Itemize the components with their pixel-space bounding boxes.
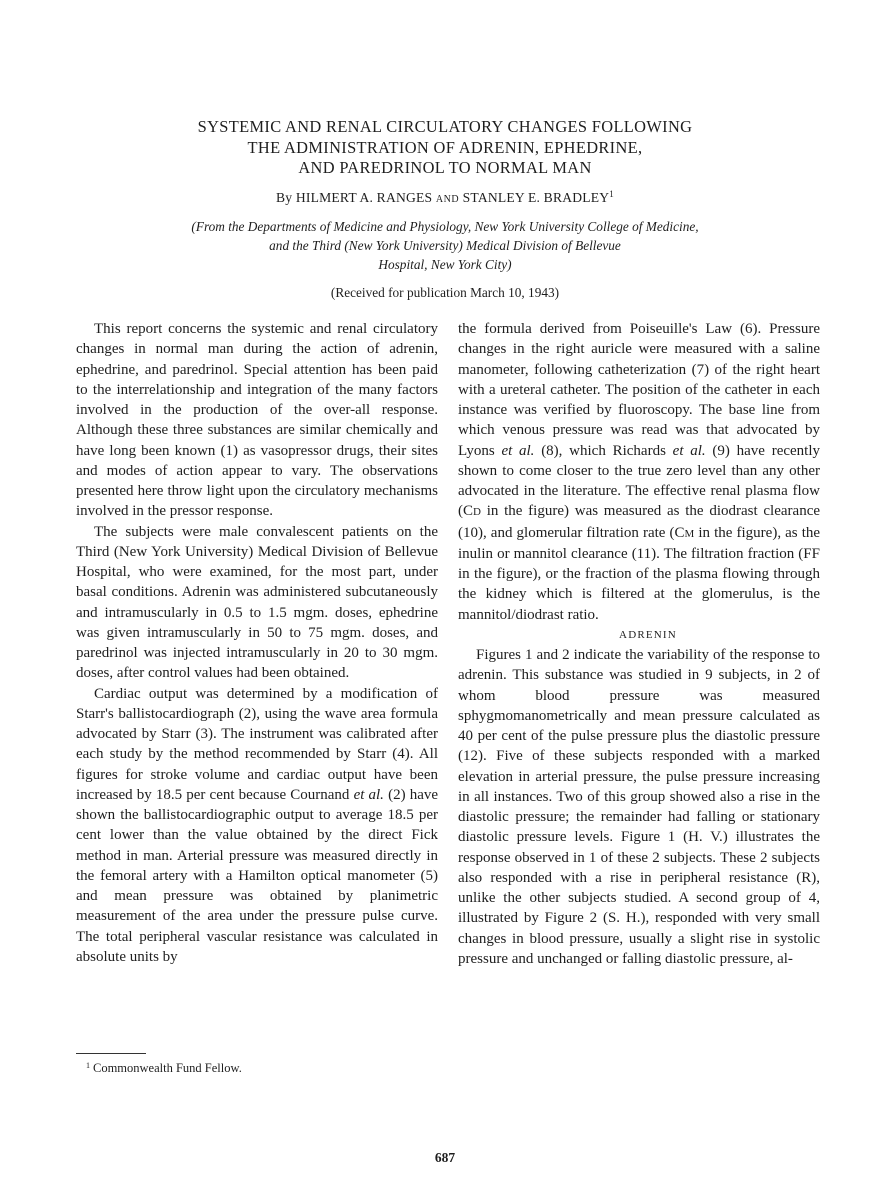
text-run: (9) have recently shown to come closer to the true zero level than any other advocated in the literature. The effective renal plasma flow (C [458, 442, 821, 520]
author-2: STANLEY E. BRADLEY [462, 190, 610, 205]
section-heading: ADRENIN [619, 628, 677, 641]
affiliation-line: (From the Departments of Medicine and Physiology, New York University College of Medicine, [191, 219, 699, 234]
footnote-number: 1 [86, 1061, 90, 1070]
left-column [76, 319, 438, 967]
affiliation [120, 217, 770, 274]
author-byline [110, 189, 780, 206]
author-1: HILMERT A. RANGES [295, 190, 433, 205]
text-run: the formula derived from Poiseuille's Law (6). Pressure changes in the right auricle were measured with a saline manometer, following catheterization (7) of the right heart with a ureteral catheter. The position of the catheter in each instance was verified by fluoroscopy. The base line from which venous pressure was read was that advocated by Lyons [458, 321, 820, 459]
et-al: et al. [353, 786, 384, 803]
affiliation-line: Hospital, New York City) [378, 257, 512, 272]
byline-prefix: By [276, 190, 293, 205]
paragraph: This report concerns the systemic and renal circulatory changes in normal man during the action of adrenin, ephedrine, and paredrinol. Special attention has been paid to the interrelationship and integration of the many factors involved in the production of the over-all response. Although these three substances are similar chemically and have long been known (1) as vasopressor drugs, their sites and modes of action appear to vary. The observations presented here throw light upon the circulatory mechanisms involved in the pressor response. [76, 321, 438, 520]
received-date: (Received for publication March 10, 1943) [330, 285, 560, 300]
footnote-rule [76, 1053, 146, 1054]
paragraph: The subjects were male convalescent patients on the Third (New York University) Medical Division of Bellevue Hospital, who were examined, for the most part, under basal conditions. Adrenin was administered subcutaneously and intramuscularly in 0.5 to 1.5 mgm. doses, ephedrine was given intramuscularly in 50 to 75 mgm. doses, and paredrinol was injected intramuscularly in 20 to 30 mgm. doses, after control values had been obtained. [76, 523, 438, 682]
paragraph [76, 684, 438, 968]
title-line: SYSTEMIC AND RENAL CIRCULATORY CHANGES FOLLOWING [197, 117, 693, 136]
title-line: THE ADMINISTRATION OF ADRENIN, EPHEDRINE, [247, 137, 643, 157]
footnote-text: Commonwealth Fund Fellow. [93, 1061, 242, 1075]
et-al: et al. [672, 442, 706, 459]
footnote [86, 1061, 242, 1076]
text-run: (8), which Richards [541, 442, 666, 459]
article-title [110, 117, 780, 179]
title-line: AND PAREDRINOL TO NORMAL MAN [298, 158, 592, 177]
footnote-marker: 1 [609, 189, 614, 199]
subscript-d: D [473, 506, 481, 519]
text-run: in the figure), as the inulin or mannitol clearance (11). The filtration fraction (FF in the figure), or the fraction of the plasma flowing through the kidney which is filtered at the glomerulus, is the mannitol/diodrast ratio. [458, 524, 821, 623]
subscript-m: M [684, 527, 695, 540]
paragraph [458, 319, 820, 625]
text-run: (2) have shown the ballistocardiographic output to average 18.5 per cent lower than the value obtained by the direct Fick method in man. Arterial pressure was measured directly in the femoral artery with a Hamilton optical manometer (5) and mean pressure was obtained by planimetric measurement of the area under the pressure pulse curve. The total peripheral vascular resistance was calculated in absolute units by [76, 786, 439, 965]
text-run: Cardiac output was determined by a modification of Starr's ballistocardiograph (2), using the wave area formula advocated by Starr (3). The instrument was calibrated after each study by the method recommended by Starr (4). All figures for stroke volume and cardiac output have been increased by 18.5 per cent because Cournand [76, 685, 438, 803]
byline-and: AND [435, 194, 460, 205]
et-al: et al. [501, 442, 535, 459]
paragraph: Figures 1 and 2 indicate the variability of the response to adrenin. This substance was studied in 9 subjects, in 2 of whom blood pressure was measured sphygmomanometrically and mean pressure calculated as 40 per cent of the pulse pressure plus the diastolic pressure (12). Five of these subjects responded with a marked elevation in arterial pressure, the pulse pressure increasing in all instances. Two of this group showed also a rise in the diastolic pressure; the remainder had falling or stationary diastolic pressure levels. Figure 1 (H. V.) illustrates the response observed in 1 of these 2 subjects. These 2 subjects also responded with a rise in peripheral resistance (R), unlike the other subjects studied. A second group of 4, illustrated by Figure 2 (S. H.), responded with very small changes in blood pressure, usually a slight rise in systolic pressure and unchanged or falling diastolic pressure, al- [458, 647, 820, 967]
page-number: 687 [434, 1150, 456, 1165]
text-run: in the figure) was measured as the diodrast clearance (10), and glomerular filtration rate (C [458, 503, 821, 541]
affiliation-line: and the Third (New York University) Medical Division of Bellevue [269, 238, 621, 253]
right-column [458, 319, 820, 969]
